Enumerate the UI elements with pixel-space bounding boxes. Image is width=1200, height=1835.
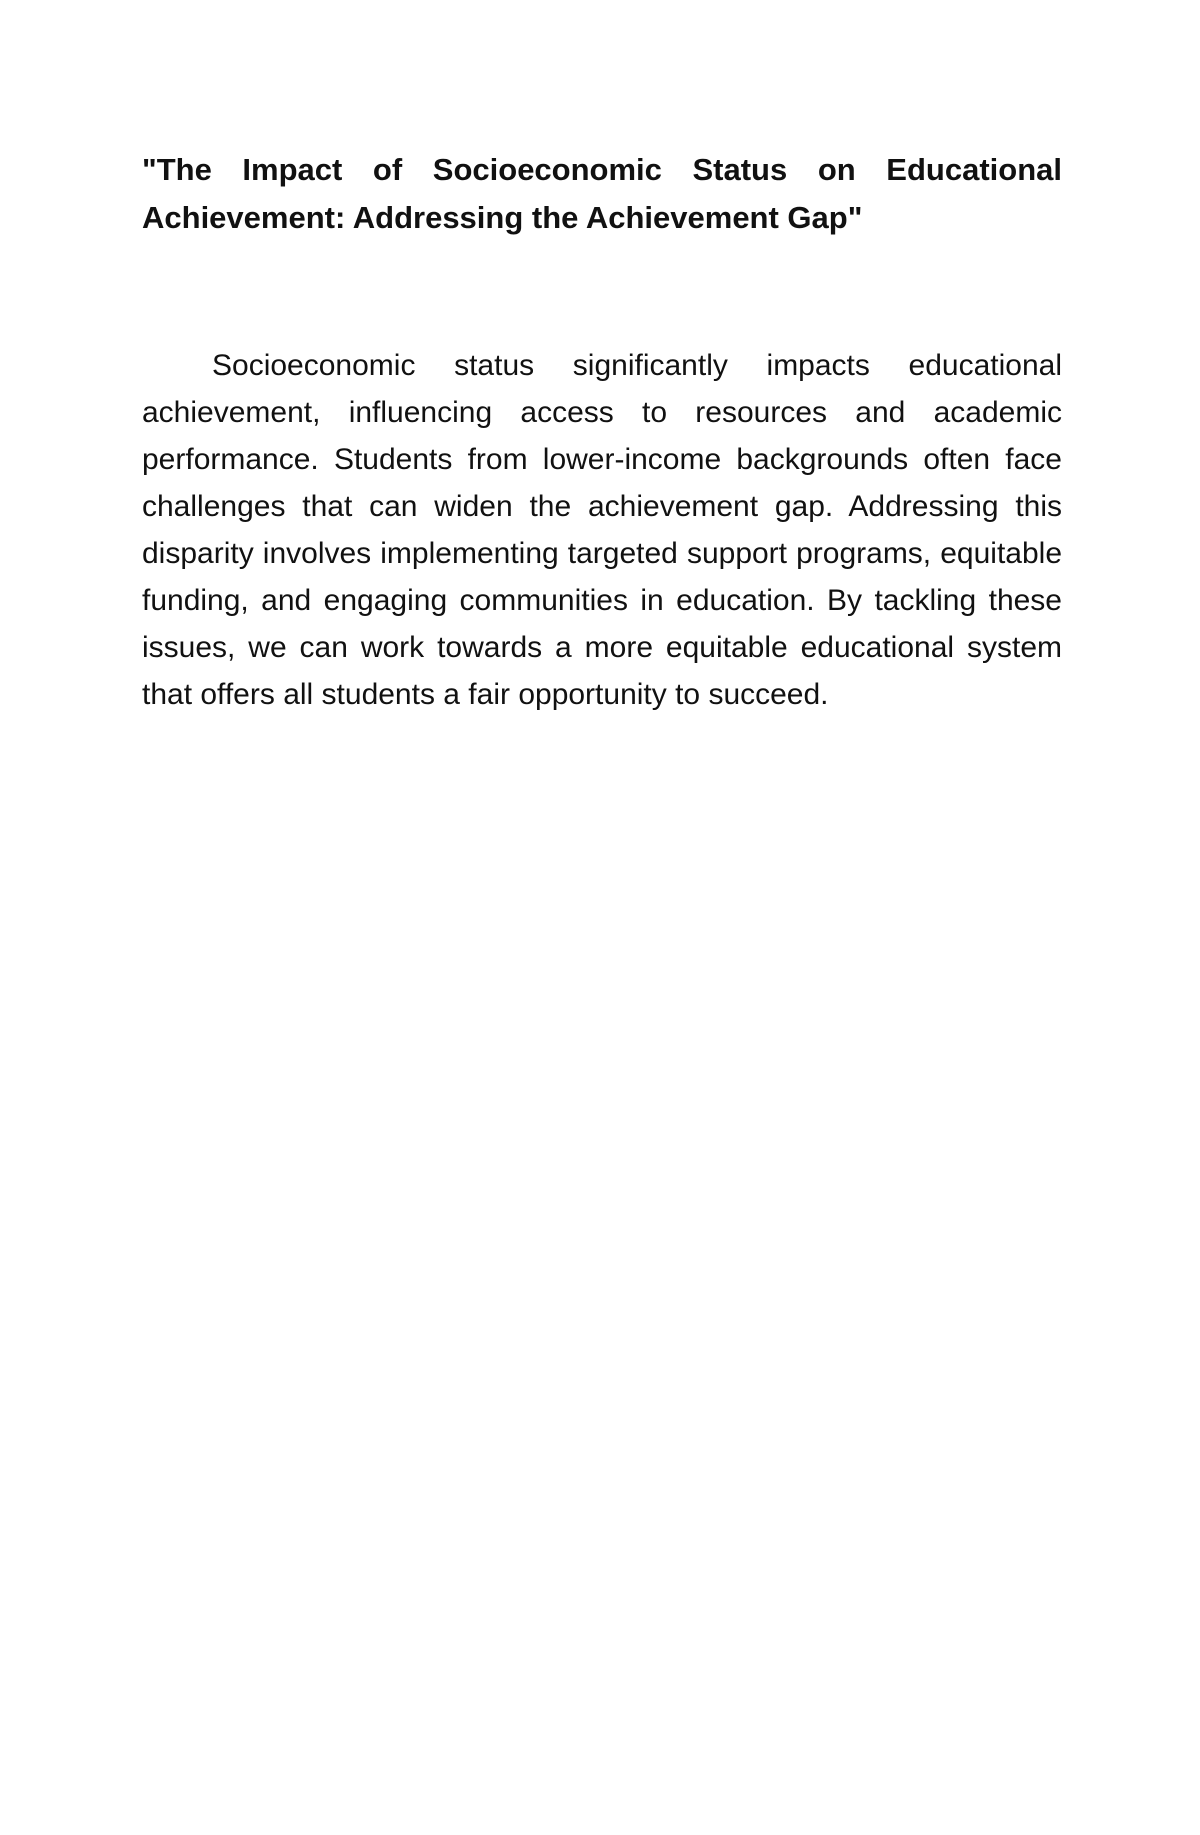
document-content <box>142 146 1062 718</box>
body-paragraph: Socioeconomic status significantly impacts educational achievement, influencing access to resources and academic performance. Students from lower-income backgrounds often face challenges that can widen the achievement gap. Addressing this disparity involves implementing targeted support programs, equitable funding, and engaging communities in education. By tackling these issues, we can work towards a more equitable educational system that offers all students a fair opportunity to succeed. <box>142 349 1062 711</box>
document-title: "The Impact of Socioeconomic Status on Educational Achievement: Addressing the Achievement Gap" <box>142 152 1062 235</box>
